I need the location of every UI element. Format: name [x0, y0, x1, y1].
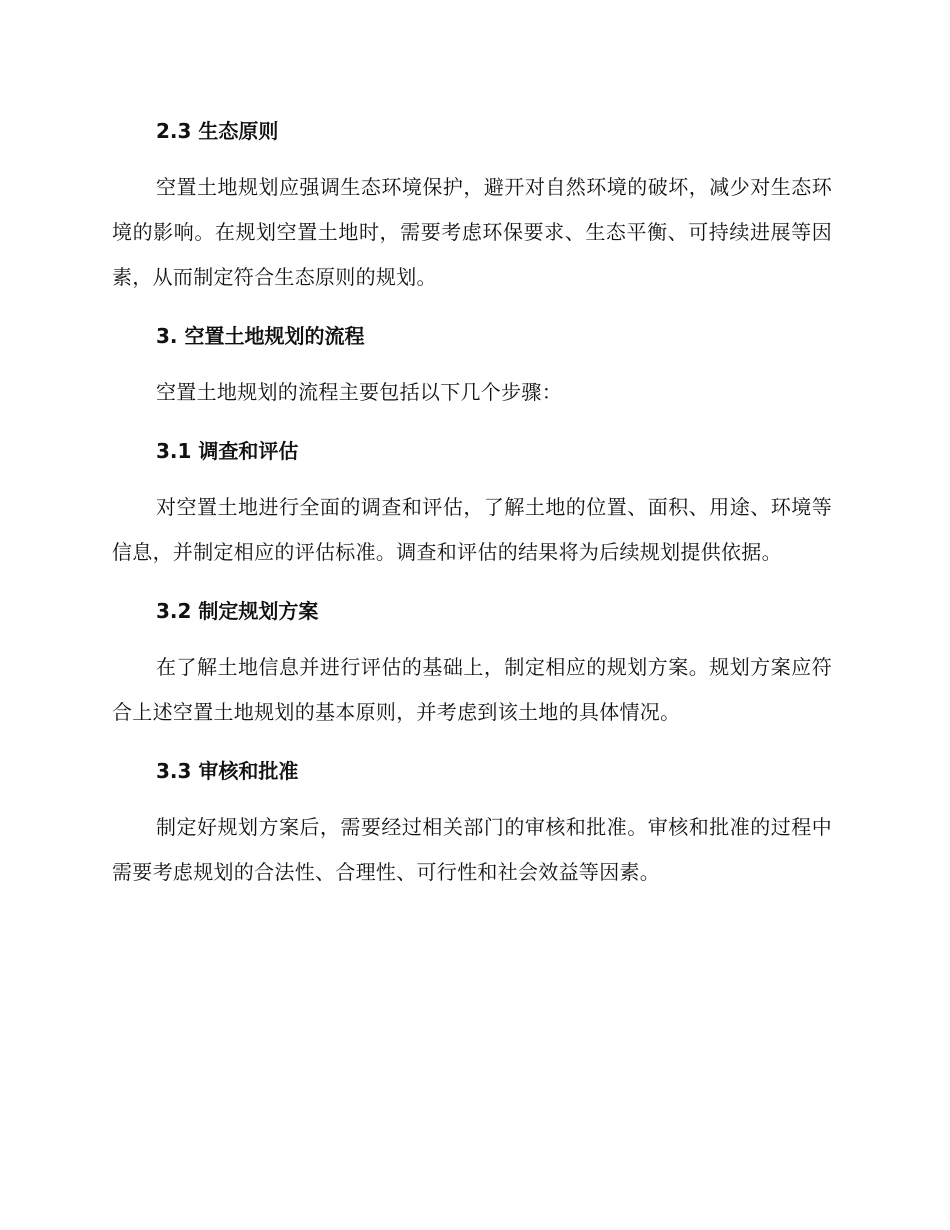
- section-heading-2-3: 2.3 生态原则: [156, 119, 279, 143]
- section-paragraph-3: 空置土地规划的流程主要包括以下几个步骤：: [156, 380, 562, 404]
- section-heading-3-2: 3.2 制定规划方案: [156, 599, 319, 623]
- section-paragraph-3-1: 对空置土地进行全面的调查和评估，了解土地的位置、面积、用途、环境等信息，并制定相应的评估标准。调查和评估的结果将为后续规划提供依据。: [112, 495, 832, 564]
- section-heading-3: 3. 空置土地规划的流程: [156, 324, 365, 348]
- section-heading-3-3: 3.3 审核和批准: [156, 759, 299, 783]
- document-body: [112, 112, 832, 895]
- section-heading-3-1: 3.1 调查和评估: [156, 439, 299, 463]
- section-paragraph-3-3: 制定好规划方案后，需要经过相关部门的审核和批准。审核和批准的过程中需要考虑规划的合法性、合理性、可行性和社会效益等因素。: [112, 815, 832, 884]
- section-paragraph-3-2: 在了解土地信息并进行评估的基础上，制定相应的规划方案。规划方案应符合上述空置土地规划的基本原则，并考虑到该土地的具体情况。: [112, 655, 832, 724]
- section-paragraph-2-3: 空置土地规划应强调生态环境保护，避开对自然环境的破坏，减少对生态环境的影响。在规划空置土地时，需要考虑环保要求、生态平衡、可持续进展等因素，从而制定符合生态原则的规划。: [112, 175, 832, 289]
